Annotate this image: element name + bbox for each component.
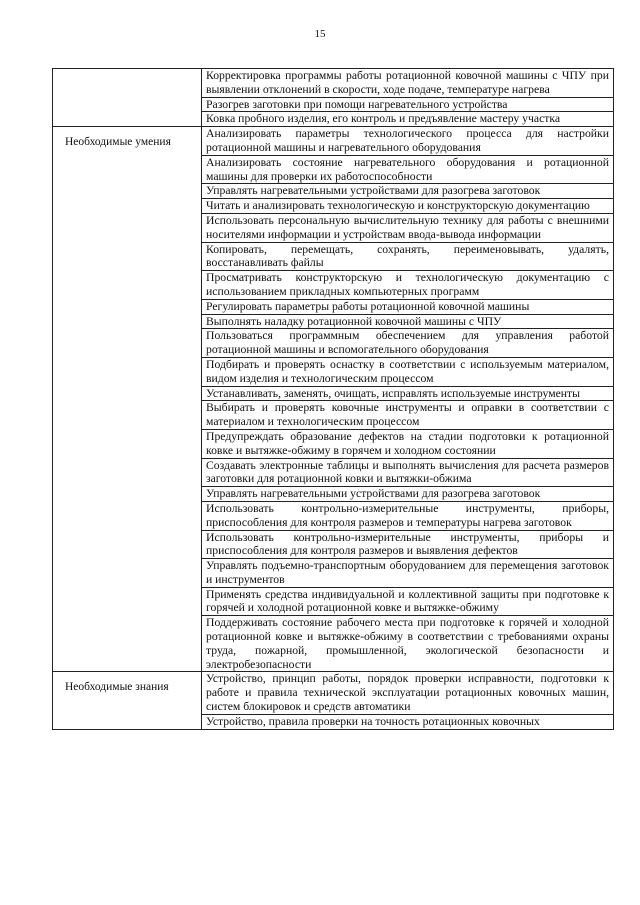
table-row: [53, 672, 614, 729]
list-item: Читать и анализировать технологическую и конструкторскую документацию: [202, 199, 613, 214]
list-item: Использовать персональную вычислительную технику для работы с внешними носителями информации и устройствам ввода-вывода информации: [202, 214, 613, 243]
row-label-skills: Необходимые умения: [65, 136, 171, 149]
list-item: Создавать электронные таблицы и выполнять вычисления для расчета размеров заготовки для ротационной ковки и вытяжки-обжима: [202, 459, 613, 488]
row-content-cell: [202, 69, 614, 127]
list-item: Регулировать параметры работы ротационной ковочной машины: [202, 300, 613, 315]
row-content-cell: [202, 672, 614, 729]
list-item: Ковка пробного изделия, его контроль и предъявление мастеру участка: [206, 112, 561, 126]
list-item: Пользоваться программным обеспечением для управления работой ротационной машины и вспомогательного оборудования: [202, 329, 613, 358]
row-label-cell: [53, 127, 202, 672]
table-row: [53, 127, 614, 672]
row-content-cell: [202, 127, 614, 672]
list-item: Корректировка программы работы ротационной ковочной машины с ЧПУ при выявлении отклонений в скорости, ходе подаче, температуре нагрева: [202, 69, 613, 98]
list-item: Управлять нагревательными устройствами для разогрева заготовок: [202, 184, 613, 199]
list-item: Управлять подъемно-транспортным оборудованием для перемещения заготовок и инструментов: [202, 559, 613, 588]
list-item: Устройство, принцип работы, порядок проверки исправности, подготовки к работе и правила технической эксплуатации ротационных ковочных машин, систем блокировок и средств автоматики: [202, 672, 613, 714]
list-item: Подбирать и проверять оснастку в соответствии с используемым материалом, видом изделия и технологическим процессом: [202, 358, 613, 387]
list-item: Устройство, правила проверки на точность ротационных ковочных: [206, 714, 540, 728]
list-item: Использовать контрольно-измерительные инструменты, приборы и приспособления для контроля размеров и выявления дефектов: [202, 531, 613, 560]
list-item: Просматривать конструкторскую и технологическую документацию с использованием прикладных компьютерных программ: [202, 271, 613, 300]
requirements-table: [52, 68, 614, 730]
list-item: Анализировать состояние нагревательного оборудования и ротационной машины для проверки их работоспособности: [202, 156, 613, 185]
list-item: Выполнять наладку ротационной ковочной машины с ЧПУ: [202, 315, 613, 330]
list-item: Использовать контрольно-измерительные инструменты, приборы, приспособления для контроля размеров и температуры нагрева заготовок: [202, 502, 613, 531]
list-item: Анализировать параметры технологического процесса для настройки ротационной машины и нагревательного оборудования: [202, 127, 613, 156]
list-item: Выбирать и проверять ковочные инструменты и оправки в соответствии с материалом и технологическим процессом: [202, 401, 613, 430]
row-label-cell: [53, 672, 202, 729]
table-row: [53, 69, 614, 127]
list-item: Предупреждать образование дефектов на стадии подготовки к ротационной ковке и вытяжке-обжиму в горячем и холодном состоянии: [202, 430, 613, 459]
row-label-cell: [53, 69, 202, 127]
list-item: Управлять нагревательными устройствами для разогрева заготовок: [202, 487, 613, 502]
list-item: Устанавливать, заменять, очищать, исправлять используемые инструменты: [202, 387, 613, 402]
row-label: [53, 69, 201, 77]
list-item: Применять средства индивидуальной и коллективной защиты при подготовке к горячей и холодной ротационной ковке и вытяжке-обжиму: [202, 588, 613, 617]
list-item: Поддерживать состояние рабочего места при подготовке к горячей и холодной ротационной ковке и вытяжке-обжиму в соответствии с требованиями охраны труда, пожарной, промышленной, экологической безопасности и электробезопасности: [206, 616, 609, 671]
row-label-knowledge: Необходимые знания: [65, 681, 169, 694]
page-number: 15: [314, 28, 326, 40]
list-item: Разогрев заготовки при помощи нагревательного устройства: [202, 98, 613, 113]
list-item: Копировать, перемещать, сохранять, переименовывать, удалять, восстанавливать файлы: [202, 243, 613, 272]
